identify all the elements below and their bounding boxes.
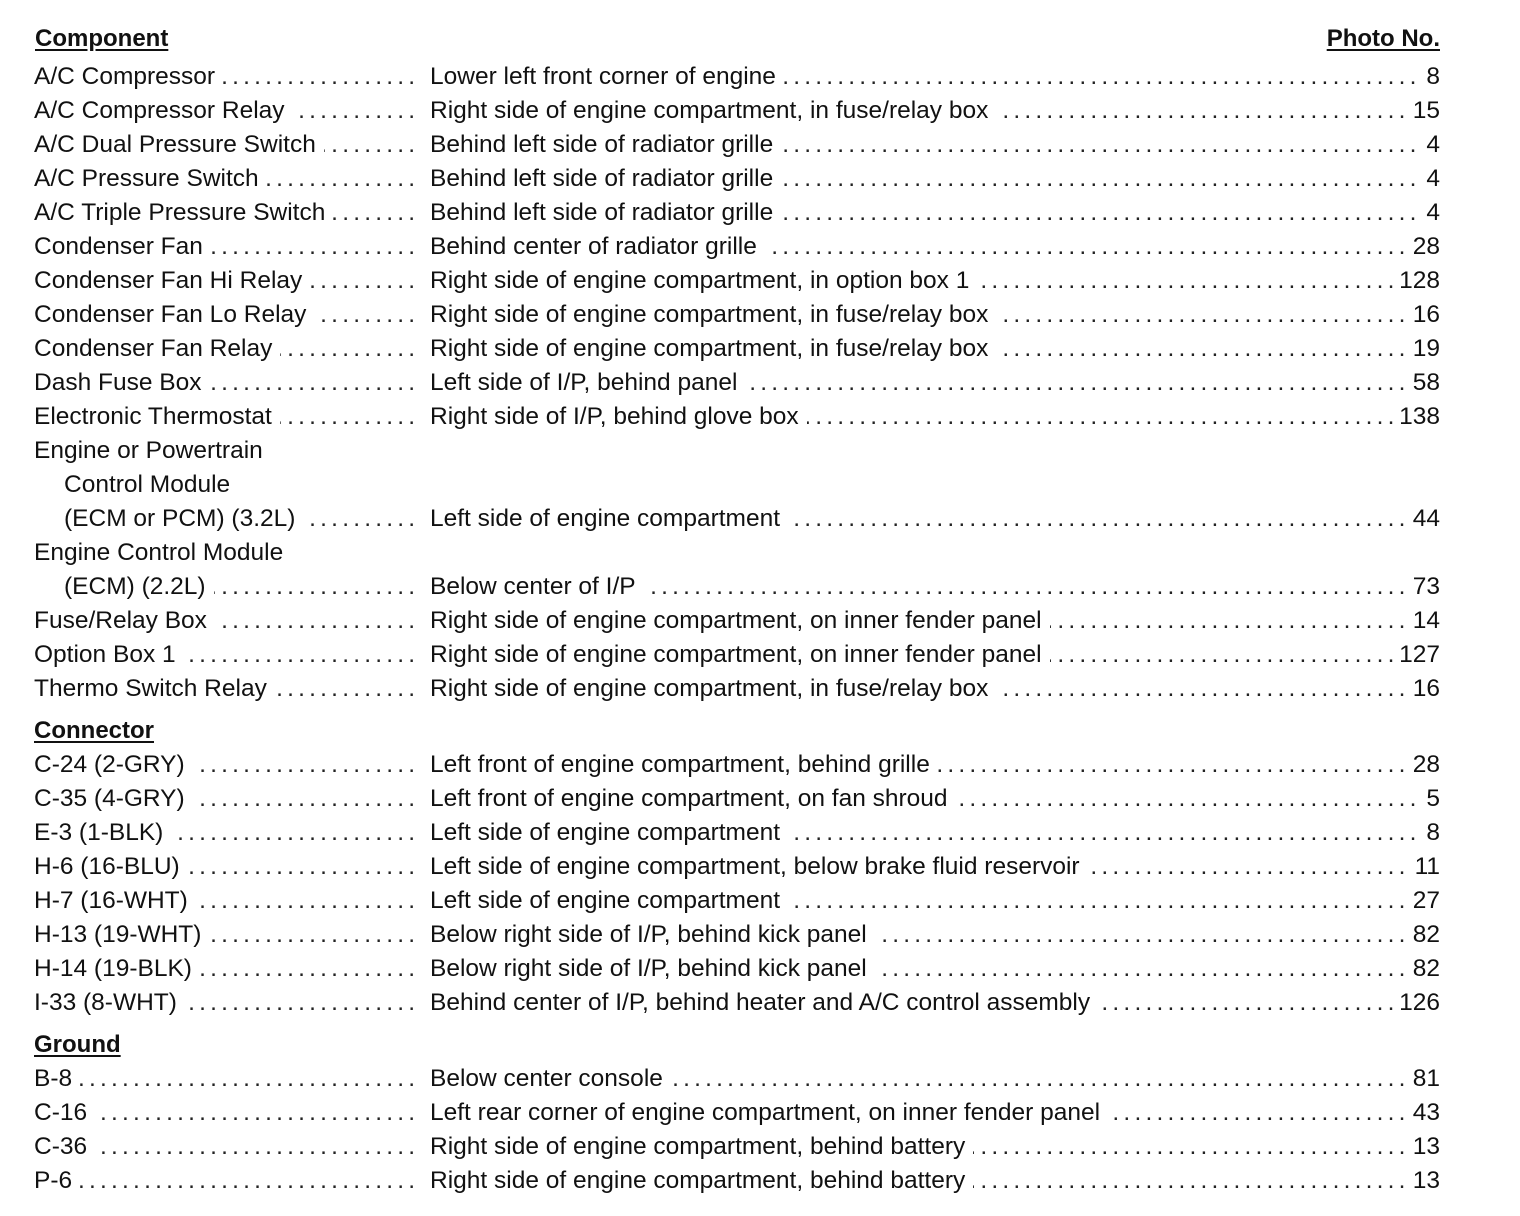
table-row xyxy=(34,502,1440,536)
location-cell xyxy=(430,1164,1440,1198)
location-text: Below center console xyxy=(430,1065,671,1092)
component-name: Condenser Fan Hi Relay xyxy=(34,267,310,294)
location-text: Left front of engine compartment, on fan shroud xyxy=(430,785,956,812)
table-row xyxy=(34,782,1440,816)
location-text: Right side of engine compartment, in option box 1 xyxy=(430,267,977,294)
table-row xyxy=(34,850,1440,884)
component-cell xyxy=(34,986,414,1020)
location-text: Left front of engine compartment, behind grille xyxy=(430,751,938,778)
table-row xyxy=(34,196,1440,230)
component-cell xyxy=(34,434,414,468)
photo-number: 13 xyxy=(1407,1164,1440,1198)
location-cell xyxy=(430,638,1440,672)
location-cell xyxy=(430,366,1440,400)
component-cell xyxy=(34,366,414,400)
component-name: Control Module xyxy=(34,471,238,498)
component-name: Thermo Switch Relay xyxy=(34,675,275,702)
location-cell xyxy=(430,230,1440,264)
table-header xyxy=(34,22,1440,60)
location-cell xyxy=(430,128,1440,162)
location-cell xyxy=(430,884,1440,918)
photo-number: 19 xyxy=(1407,332,1440,366)
table-row xyxy=(34,128,1440,162)
location-text: Behind center of I/P, behind heater and A/C control assembly xyxy=(430,989,1098,1016)
location-cell xyxy=(430,986,1440,1020)
component-name: Engine Control Module xyxy=(34,539,291,566)
table-row xyxy=(34,918,1440,952)
dot-leader xyxy=(34,1062,414,1096)
location-text: Left side of engine compartment xyxy=(430,819,788,846)
section-title: Ground xyxy=(34,1031,121,1058)
table-row xyxy=(34,434,1440,468)
photo-number: 73 xyxy=(1407,570,1440,604)
photo-number: 127 xyxy=(1393,638,1440,672)
photo-number: 81 xyxy=(1407,1062,1440,1096)
location-text: Below right side of I/P, behind kick panel xyxy=(430,921,875,948)
location-cell xyxy=(430,782,1440,816)
dot-leader xyxy=(34,1164,414,1198)
location-text: Lower left front corner of engine xyxy=(430,63,784,90)
location-text: Behind left side of radiator grille xyxy=(430,165,781,192)
photo-number: 58 xyxy=(1407,366,1440,400)
photo-number: 16 xyxy=(1407,298,1440,332)
table-row xyxy=(34,162,1440,196)
photo-number: 44 xyxy=(1407,502,1440,536)
location-text: Left side of engine compartment, below brake fluid reservoir xyxy=(430,853,1088,880)
component-name: E-3 (1-BLK) xyxy=(34,819,171,846)
location-text: Right side of I/P, behind glove box xyxy=(430,403,807,430)
component-name: C-16 xyxy=(34,1099,95,1126)
photo-number-column-header: Photo No. xyxy=(1326,25,1440,52)
component-locator-table xyxy=(34,22,1440,1198)
table-row xyxy=(34,298,1440,332)
location-cell xyxy=(430,850,1440,884)
component-cell xyxy=(34,128,414,162)
location-text: Right side of engine compartment, on inner fender panel xyxy=(430,641,1050,668)
location-text: Right side of engine compartment, in fuse/relay box xyxy=(430,335,996,362)
component-cell xyxy=(34,850,414,884)
component-name: Option Box 1 xyxy=(34,641,184,668)
location-cell xyxy=(430,952,1440,986)
table-row xyxy=(34,1062,1440,1096)
photo-number: 4 xyxy=(1420,162,1440,196)
photo-number: 82 xyxy=(1407,918,1440,952)
component-name: A/C Compressor xyxy=(34,63,223,90)
component-cell xyxy=(34,502,414,536)
location-text: Behind center of radiator grille xyxy=(430,233,765,260)
component-cell xyxy=(34,672,414,706)
component-name: Dash Fuse Box xyxy=(34,369,210,396)
table-row xyxy=(34,94,1440,128)
table-row xyxy=(34,748,1440,782)
location-cell xyxy=(430,400,1440,434)
component-name: A/C Pressure Switch xyxy=(34,165,267,192)
component-cell xyxy=(34,952,414,986)
component-cell xyxy=(34,638,414,672)
component-column-header: Component xyxy=(35,25,169,52)
table-row xyxy=(34,638,1440,672)
component-name: Fuse/Relay Box xyxy=(34,607,215,634)
table-row xyxy=(34,570,1440,604)
photo-number: 5 xyxy=(1420,782,1440,816)
photo-number: 14 xyxy=(1407,604,1440,638)
component-name: A/C Dual Pressure Switch xyxy=(34,131,324,158)
component-cell xyxy=(34,60,414,94)
location-cell xyxy=(430,94,1440,128)
table-row xyxy=(34,1164,1440,1198)
component-name: P-6 xyxy=(34,1167,80,1194)
photo-number: 27 xyxy=(1407,884,1440,918)
location-text: Right side of engine compartment, on inner fender panel xyxy=(430,607,1050,634)
location-cell xyxy=(430,298,1440,332)
photo-number: 13 xyxy=(1407,1130,1440,1164)
location-cell xyxy=(430,604,1440,638)
component-name: Engine or Powertrain xyxy=(34,437,271,464)
component-cell xyxy=(34,468,414,502)
component-cell xyxy=(34,816,414,850)
component-name: H-13 (19-WHT) xyxy=(34,921,209,948)
component-name: A/C Compressor Relay xyxy=(34,97,293,124)
section-heading xyxy=(34,714,1440,748)
location-cell xyxy=(430,918,1440,952)
component-cell xyxy=(34,1164,414,1198)
location-text: Left rear corner of engine compartment, on inner fender panel xyxy=(430,1099,1108,1126)
component-cell xyxy=(34,1096,414,1130)
table-row xyxy=(34,400,1440,434)
component-name: C-24 (2-GRY) xyxy=(34,751,193,778)
component-name: B-8 xyxy=(34,1065,80,1092)
component-cell xyxy=(34,230,414,264)
location-text: Right side of engine compartment, in fuse/relay box xyxy=(430,675,996,702)
location-text: Right side of engine compartment, in fuse/relay box xyxy=(430,97,996,124)
location-cell xyxy=(430,1062,1440,1096)
component-name: H-14 (19-BLK) xyxy=(34,955,200,982)
location-text: Right side of engine compartment, in fuse/relay box xyxy=(430,301,996,328)
photo-number: 128 xyxy=(1393,264,1440,298)
component-cell xyxy=(34,1062,414,1096)
location-cell xyxy=(430,1130,1440,1164)
component-name: Condenser Fan Relay xyxy=(34,335,280,362)
component-cell xyxy=(34,94,414,128)
table-row xyxy=(34,986,1440,1020)
component-name: H-6 (16-BLU) xyxy=(34,853,188,880)
sections-container xyxy=(34,60,1440,1198)
table-row xyxy=(34,1130,1440,1164)
component-name: (ECM) (2.2L) xyxy=(34,573,214,600)
location-text: Right side of engine compartment, behind battery xyxy=(430,1167,973,1194)
location-cell xyxy=(430,672,1440,706)
location-cell xyxy=(430,162,1440,196)
location-cell xyxy=(430,1096,1440,1130)
component-name: Electronic Thermostat xyxy=(34,403,280,430)
table-row xyxy=(34,264,1440,298)
table-row xyxy=(34,536,1440,570)
component-cell xyxy=(34,604,414,638)
section-title: Connector xyxy=(34,717,154,744)
component-cell xyxy=(34,298,414,332)
table-row xyxy=(34,230,1440,264)
photo-number: 126 xyxy=(1393,986,1440,1020)
photo-number: 8 xyxy=(1420,60,1440,94)
table-row xyxy=(34,604,1440,638)
location-cell xyxy=(430,196,1440,230)
table-row xyxy=(34,1096,1440,1130)
location-cell xyxy=(430,816,1440,850)
location-cell xyxy=(430,748,1440,782)
location-text: Below right side of I/P, behind kick panel xyxy=(430,955,875,982)
component-cell xyxy=(34,748,414,782)
component-name: Condenser Fan xyxy=(34,233,211,260)
component-name: C-36 xyxy=(34,1133,95,1160)
location-text: Left side of engine compartment xyxy=(430,505,788,532)
component-name: C-35 (4-GRY) xyxy=(34,785,193,812)
table-row xyxy=(34,816,1440,850)
table-row xyxy=(34,468,1440,502)
photo-number: 8 xyxy=(1420,816,1440,850)
component-cell xyxy=(34,570,414,604)
component-cell xyxy=(34,1130,414,1164)
component-name: A/C Triple Pressure Switch xyxy=(34,199,333,226)
section-heading xyxy=(34,1028,1440,1062)
component-cell xyxy=(34,782,414,816)
photo-number: 82 xyxy=(1407,952,1440,986)
location-text: Behind left side of radiator grille xyxy=(430,199,781,226)
table-row xyxy=(34,332,1440,366)
location-text: Left side of I/P, behind panel xyxy=(430,369,745,396)
table-row xyxy=(34,952,1440,986)
location-text: Left side of engine compartment xyxy=(430,887,788,914)
location-cell xyxy=(430,60,1440,94)
location-cell xyxy=(430,502,1440,536)
component-name: Condenser Fan Lo Relay xyxy=(34,301,314,328)
location-cell xyxy=(430,264,1440,298)
component-cell xyxy=(34,264,414,298)
photo-number: 15 xyxy=(1407,94,1440,128)
location-cell xyxy=(430,332,1440,366)
component-name: H-7 (16-WHT) xyxy=(34,887,196,914)
location-text: Below center of I/P xyxy=(430,573,644,600)
photo-number: 11 xyxy=(1409,850,1440,884)
component-cell xyxy=(34,918,414,952)
component-cell xyxy=(34,332,414,366)
table-row xyxy=(34,672,1440,706)
photo-number: 138 xyxy=(1393,400,1440,434)
table-row xyxy=(34,366,1440,400)
location-text: Behind left side of radiator grille xyxy=(430,131,781,158)
location-cell xyxy=(430,570,1440,604)
photo-number: 16 xyxy=(1407,672,1440,706)
photo-number: 4 xyxy=(1420,196,1440,230)
location-text: Right side of engine compartment, behind battery xyxy=(430,1133,973,1160)
photo-number: 28 xyxy=(1407,230,1440,264)
component-name: I-33 (8-WHT) xyxy=(34,989,185,1016)
component-cell xyxy=(34,162,414,196)
photo-number: 28 xyxy=(1407,748,1440,782)
component-cell xyxy=(34,196,414,230)
component-cell xyxy=(34,400,414,434)
photo-number: 43 xyxy=(1407,1096,1440,1130)
component-name: (ECM or PCM) (3.2L) xyxy=(34,505,303,532)
photo-number: 4 xyxy=(1420,128,1440,162)
component-cell xyxy=(34,536,414,570)
component-cell xyxy=(34,884,414,918)
table-row xyxy=(34,884,1440,918)
table-row xyxy=(34,60,1440,94)
